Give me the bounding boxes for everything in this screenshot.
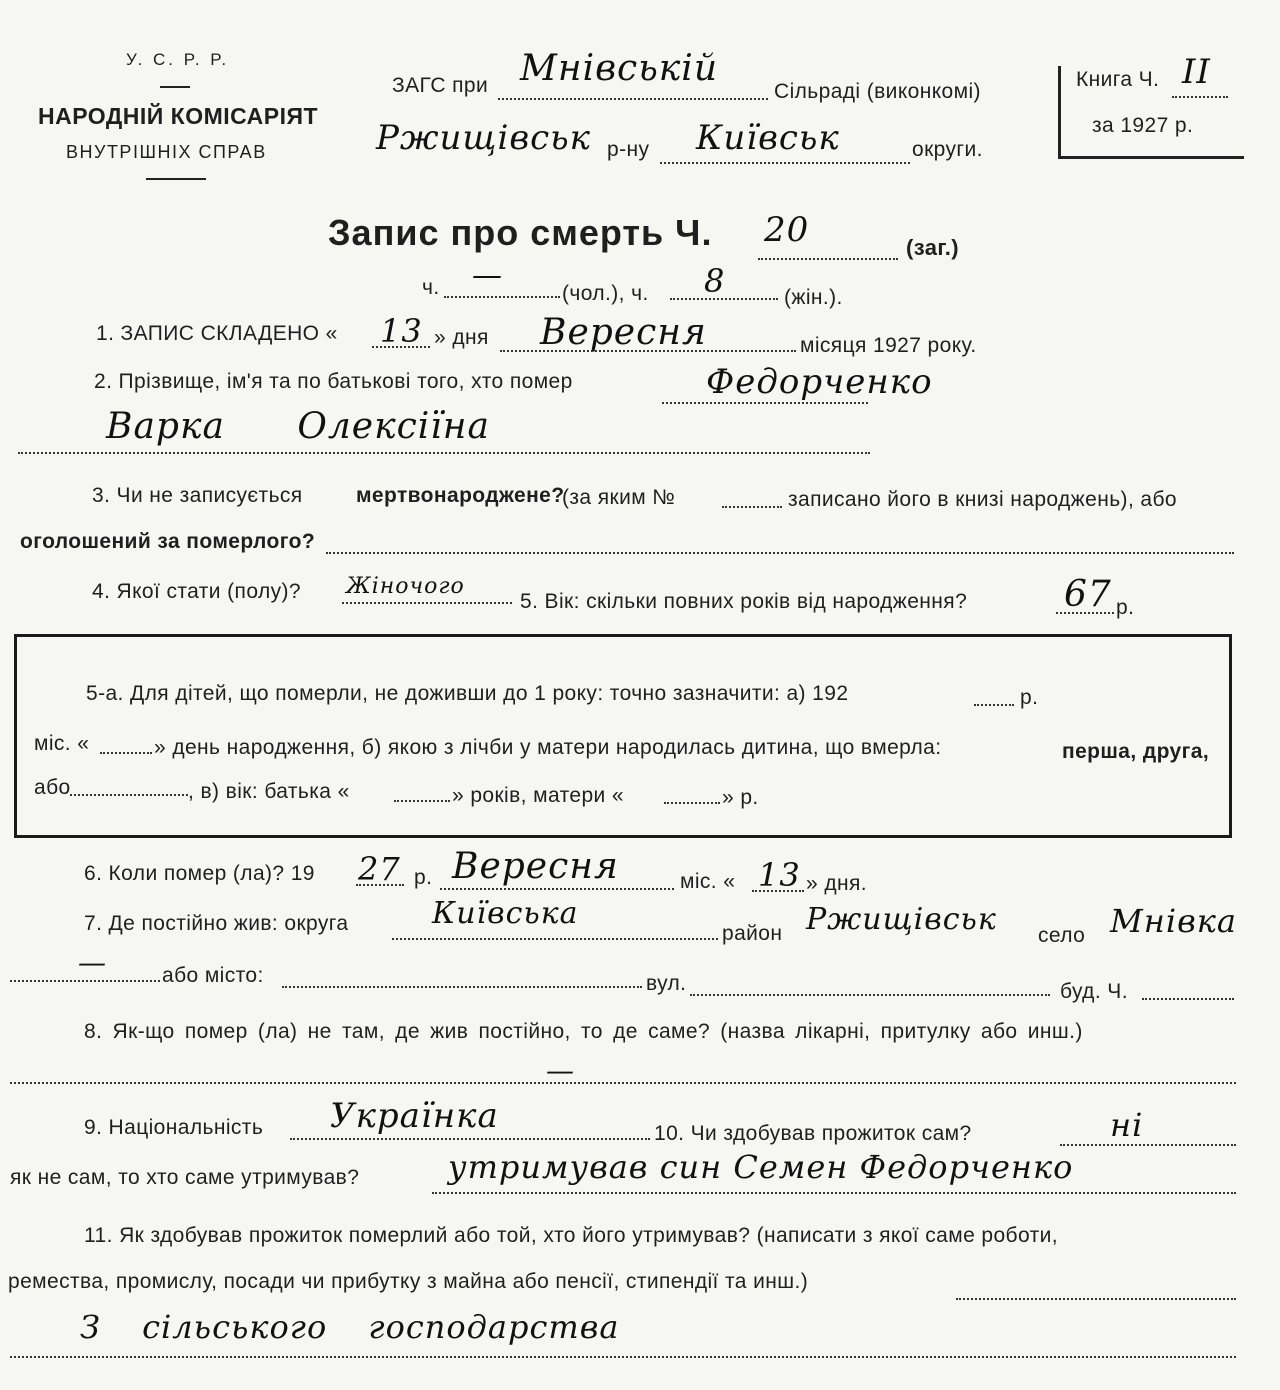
nationality-value: Українка	[330, 1096, 499, 1136]
field7-label: 7. Де постійно жив: округа	[84, 912, 349, 935]
field4-label: 4. Якої стати (полу)?	[92, 580, 301, 603]
district-value: Ржищівськ	[376, 118, 591, 158]
dotted-line	[660, 162, 910, 164]
dotted-line	[722, 506, 782, 508]
dotted-line	[440, 888, 674, 890]
field10-label: 10. Чи здобував прожиток сам?	[654, 1122, 972, 1145]
field6-mis: міс. «	[680, 870, 736, 893]
field3-declared-dead: оголошений за померлого?	[20, 530, 316, 553]
dotted-line	[752, 890, 804, 892]
dotted-line	[18, 452, 870, 454]
age-value: 67	[1064, 574, 1112, 615]
field5a-line1-tail: р.	[1020, 686, 1039, 709]
field1-tail: місяця 1927 року.	[800, 334, 977, 357]
dotted-line	[100, 752, 152, 754]
dotted-line	[392, 938, 718, 940]
zags-prefix: ЗАГС при	[392, 74, 489, 97]
field3-text: 3. Чи не записується	[92, 484, 303, 507]
field5a-birth-order: перша, друга,	[1062, 740, 1210, 763]
field6-tail: » дня.	[806, 872, 867, 895]
deceased-names: Варка Олексіїна	[106, 406, 490, 447]
dotted-line	[342, 602, 512, 604]
death-place-value: —	[546, 1054, 575, 1087]
field9-label: 9. Національність	[84, 1116, 264, 1139]
ministry-title: ВНУТРІШНІХ СПРАВ	[66, 142, 267, 162]
male-count: —	[472, 258, 503, 293]
field7-selo-label: село	[1038, 924, 1086, 947]
zags-village: Мнівській	[520, 48, 718, 89]
book-number: II	[1182, 52, 1211, 92]
supporter-value: утримував син Семен Федорченко	[448, 1148, 1074, 1186]
dotted-line	[290, 1138, 650, 1140]
dotted-line	[10, 1356, 1236, 1358]
female-count: 8	[704, 262, 726, 300]
dotted-line	[758, 258, 898, 260]
field7-raion-label: район	[722, 922, 783, 945]
field8-label: 8. Як-що помер (ла) не там, де жив постійно, то де саме? (назва лікарні, притулку або инш.)	[84, 1020, 1083, 1043]
field5-tail: р.	[1116, 596, 1135, 619]
field3-text: записано його в книзі народжень), або	[788, 488, 1177, 511]
field5a-line1: 5-а. Для дітей, що померли, не доживши до 1 року: точно зазначити: а) 192	[86, 682, 849, 705]
dotted-line	[1060, 1144, 1236, 1146]
total-label: (заг.)	[906, 235, 960, 260]
death-month: Вересня	[452, 846, 619, 887]
dotted-line	[356, 884, 404, 886]
field5a-line2: міс. «	[34, 732, 90, 755]
dotted-line	[974, 704, 1014, 706]
field5a-line3: » років, матери «	[452, 784, 624, 807]
field3-stillborn: мертвонароджене?	[356, 484, 565, 507]
field7-misto: або місто:	[162, 964, 264, 987]
dotted-line	[498, 98, 768, 100]
dotted-line	[500, 350, 796, 352]
sex-value: Жіночого	[346, 574, 465, 599]
field7-bud: буд. Ч.	[1060, 980, 1128, 1003]
field1-mid: » дня	[434, 326, 489, 349]
dotted-line	[956, 1298, 1236, 1300]
residence-village: Мнівка	[1110, 902, 1237, 940]
okruha-value: Київськ	[696, 118, 840, 158]
record-number: 20	[764, 210, 810, 250]
residence-raion: Ржищівськ	[806, 902, 997, 937]
field1-label: 1. ЗАПИС СКЛАДЕНО «	[96, 322, 338, 345]
dotted-line	[1056, 612, 1114, 614]
divider	[160, 86, 190, 88]
commissariat-title: НАРОДНІЙ КОМІСАРІЯТ	[38, 103, 319, 129]
dotted-line	[432, 1192, 1236, 1194]
field10b-label: як не сам, то хто саме утримував?	[10, 1166, 360, 1189]
livelihood-value: З сільського господарства	[80, 1308, 620, 1346]
dotted-line	[662, 402, 868, 404]
republic-label: У. С. Р. Р.	[126, 50, 230, 69]
field3-text: (за яким №	[562, 486, 676, 509]
female-label: (жін.).	[784, 286, 843, 309]
field5-label: 5. Вік: скільки повних років від народження?	[520, 590, 968, 613]
district-label: р-ну	[607, 138, 650, 161]
field6-r: р.	[414, 866, 433, 889]
field2-label: 2. Прізвище, ім'я та по батькові того, хто помер	[94, 370, 573, 393]
field5a-line2: » день народження, б) якою з лічби у матери народилась дитина, що вмерла:	[154, 736, 942, 759]
dotted-line	[10, 980, 160, 982]
deceased-surname: Федорченко	[706, 362, 933, 402]
dotted-line	[282, 986, 642, 988]
field5a-line3: , в) вік: батька «	[188, 780, 350, 803]
male-label: (чол.), ч.	[562, 282, 649, 305]
city-dash: —	[78, 946, 107, 979]
death-day: 13	[758, 856, 801, 894]
dotted-line	[444, 296, 560, 298]
dotted-line	[690, 994, 1050, 996]
dotted-line	[1172, 96, 1228, 98]
field1-day: 13	[380, 312, 423, 350]
field11-line2: ремества, промислу, посади чи прибутку з майна або пенсії, стипендії та инш.)	[8, 1270, 809, 1293]
self-support-value: ні	[1110, 1106, 1144, 1144]
dotted-line	[326, 552, 1234, 554]
ch-label: ч.	[422, 276, 440, 299]
book-year: за 1927 р.	[1092, 114, 1194, 137]
field11-line1: 11. Як здобував прожиток померлий або той, хто його утримував? (написати з якої саме роботи,	[84, 1224, 1058, 1247]
field5a-line3: або	[34, 776, 71, 799]
dotted-line	[670, 298, 778, 300]
record-title: Запис про смерть Ч.	[328, 212, 713, 253]
dotted-line	[372, 346, 430, 348]
field6-label: 6. Коли помер (ла)? 19	[84, 862, 315, 885]
dotted-line	[10, 1082, 1236, 1084]
book-box-border	[1058, 156, 1244, 159]
dotted-line	[664, 802, 720, 804]
okruha-label: округи.	[912, 138, 983, 161]
residence-okruha: Київська	[432, 896, 579, 931]
book-box-border	[1058, 66, 1061, 158]
divider	[146, 178, 206, 180]
book-label: Книга Ч.	[1076, 68, 1160, 91]
field5a-line3: » р.	[722, 786, 759, 809]
field1-month: Вересня	[540, 312, 707, 353]
dotted-line	[70, 794, 188, 796]
council-label: Сільраді (виконкомі)	[774, 80, 981, 103]
dotted-line	[1142, 998, 1234, 1000]
death-year: 27	[358, 850, 401, 888]
dotted-line	[394, 800, 450, 802]
field7-vul: вул.	[646, 972, 687, 995]
